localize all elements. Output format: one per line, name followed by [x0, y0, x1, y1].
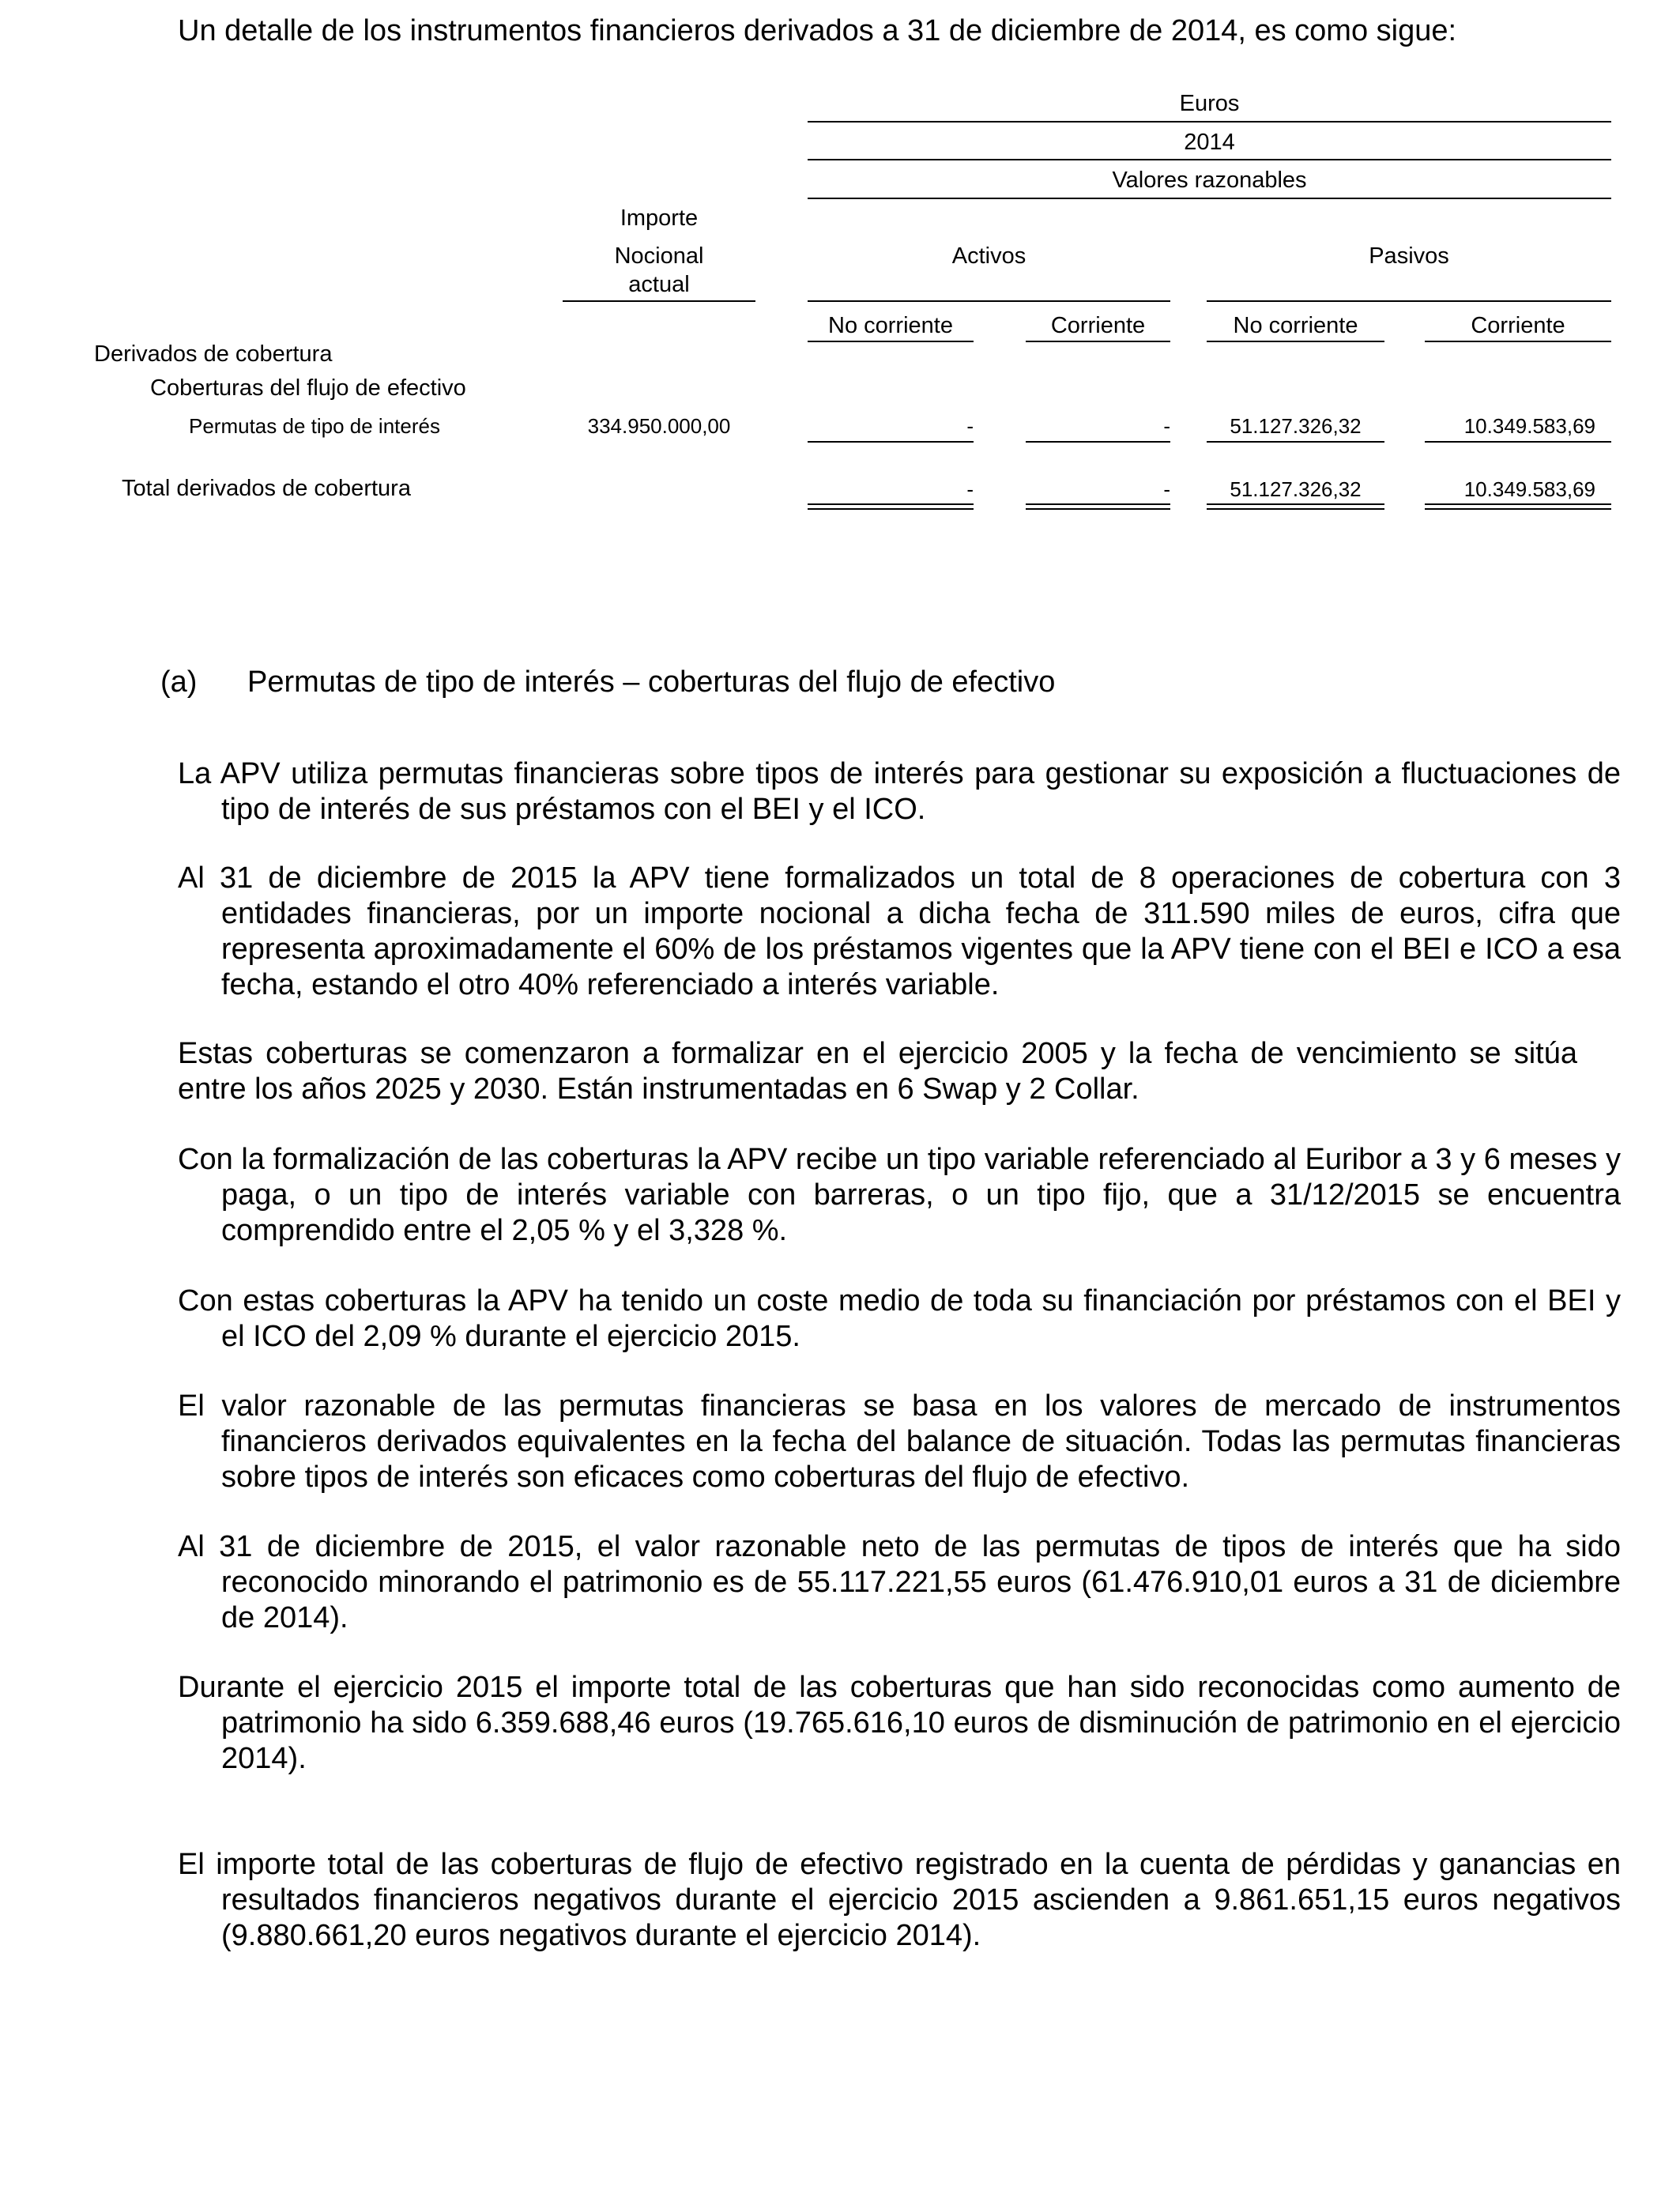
- paragraph: Con la formalización de las coberturas la APV recibe un tipo variable referenciado al Euribor a 3 y 6 meses y paga, o un tipo de interés variable con barreras, o un tipo fijo, que a 31/12/2015 se encuentra comprendido entre el 2,05 % y el 3,328 %.: [178, 1143, 1621, 1247]
- notional-header-line1: Importe: [620, 205, 699, 231]
- liabilities-non-current-header: No corriente: [1233, 313, 1358, 338]
- currency-header: Euros: [1179, 91, 1240, 116]
- double-rule: [1207, 503, 1384, 510]
- total-liabilities-current: 10.349.583,69: [1463, 477, 1595, 501]
- rule: [808, 300, 1170, 302]
- paragraph: La APV utiliza permutas financieras sobre tipos de interés para gestionar su exposición a fluctuaciones de tipo de interés de sus préstamos con el BEI y el ICO.: [178, 757, 1621, 826]
- notional-header-line3: actual: [628, 272, 690, 297]
- assets-current-header: Corriente: [1050, 313, 1146, 338]
- section-marker: (a): [160, 665, 198, 699]
- paragraph: El valor razonable de las permutas financieras se basa en los valores de mercado de instrumentos financieros derivados equivalentes en la fecha del balance de situación. Todas las permutas financieras sobre tipos de interés son eficaces como coberturas del flujo de efectivo.: [178, 1389, 1621, 1494]
- assets-header: Activos: [951, 243, 1026, 269]
- paragraph: Al 31 de diciembre de 2015, el valor razonable neto de las permutas de tipos de interés que ha sido reconocido minorando el patrimonio es de 55.117.221,55 euros (61.476.910,01 euros a 31 de diciembre de 2014).: [178, 1530, 1621, 1634]
- total-assets-current: -: [1163, 477, 1170, 501]
- rule: [1207, 441, 1384, 443]
- paragraph: Durante el ejercicio 2015 el importe total de las coberturas que han sido reconocidas como aumento de patrimonio ha sido 6.359.688,46 euros (19.765.616,10 euros de disminución de patrimonio en el ejercicio 2014).: [178, 1671, 1621, 1775]
- row-liabilities-current: 10.349.583,69: [1463, 414, 1595, 438]
- double-rule: [1026, 503, 1170, 510]
- rule: [1207, 300, 1611, 302]
- section-title: Permutas de tipo de interés – coberturas del flujo de efectivo: [247, 665, 1056, 699]
- rule: [1026, 341, 1170, 342]
- rule: [1026, 441, 1170, 443]
- paragraph: Estas coberturas se comenzaron a formalizar en el ejercicio 2005 y la fecha de vencimiento se sitúa entre los años 2025 y 2030. Están instrumentadas en 6 Swap y 2 Collar.: [178, 1037, 1577, 1106]
- row-label: Permutas de tipo de interés: [189, 414, 440, 438]
- double-rule: [808, 503, 974, 510]
- row-assets-non-current: -: [966, 414, 974, 438]
- year-header: 2014: [1184, 130, 1235, 155]
- row-assets-current: -: [1163, 414, 1170, 438]
- paragraph: El importe total de las coberturas de flujo de efectivo registrado en la cuenta de pérdidas y ganancias en resultados financieros negativos durante el ejercicio 2015 ascienden a 9.861.651,15 euros negativos (9.880.661,20 euros negativos durante el ejercicio 2014).: [178, 1848, 1621, 1952]
- total-assets-non-current: -: [966, 477, 974, 501]
- subgroup-label: Coberturas del flujo de efectivo: [150, 375, 466, 401]
- rule: [808, 159, 1611, 160]
- rule: [808, 121, 1611, 123]
- rule: [1425, 441, 1611, 443]
- group-label: Derivados de cobertura: [94, 341, 333, 367]
- liabilities-header: Pasivos: [1369, 243, 1449, 269]
- paragraph: Con estas coberturas la APV ha tenido un coste medio de toda su financiación por préstamos con el BEI y el ICO del 2,09 % durante el ejercicio 2015.: [178, 1284, 1621, 1353]
- intro-text: Un detalle de los instrumentos financieros derivados a 31 de diciembre de 2014, es como sigue:: [178, 14, 1457, 47]
- rule: [1425, 341, 1611, 342]
- notional-header-line2: Nocional: [614, 243, 704, 269]
- fair-values-header: Valores razonables: [1112, 168, 1307, 193]
- rule: [563, 300, 755, 302]
- rule: [808, 341, 974, 342]
- assets-non-current-header: No corriente: [828, 313, 953, 338]
- total-label: Total derivados de cobertura: [122, 476, 411, 501]
- rule: [1207, 341, 1384, 342]
- double-rule: [1425, 503, 1611, 510]
- liabilities-current-header: Corriente: [1471, 313, 1565, 338]
- total-liabilities-non-current: 51.127.326,32: [1230, 477, 1362, 501]
- paragraph: Al 31 de diciembre de 2015 la APV tiene formalizados un total de 8 operaciones de cobertura con 3 entidades financieras, por un importe nocional a dicha fecha de 311.590 miles de euros, cifra que representa aproximadamente el 60% de los préstamos vigentes que la APV tiene con el BEI e ICO a esa fecha, estando el otro 40% referenciado a interés variable.: [178, 861, 1621, 1001]
- rule: [808, 198, 1611, 199]
- row-notional: 334.950.000,00: [587, 414, 731, 438]
- row-liabilities-non-current: 51.127.326,32: [1230, 414, 1362, 438]
- rule: [808, 441, 974, 443]
